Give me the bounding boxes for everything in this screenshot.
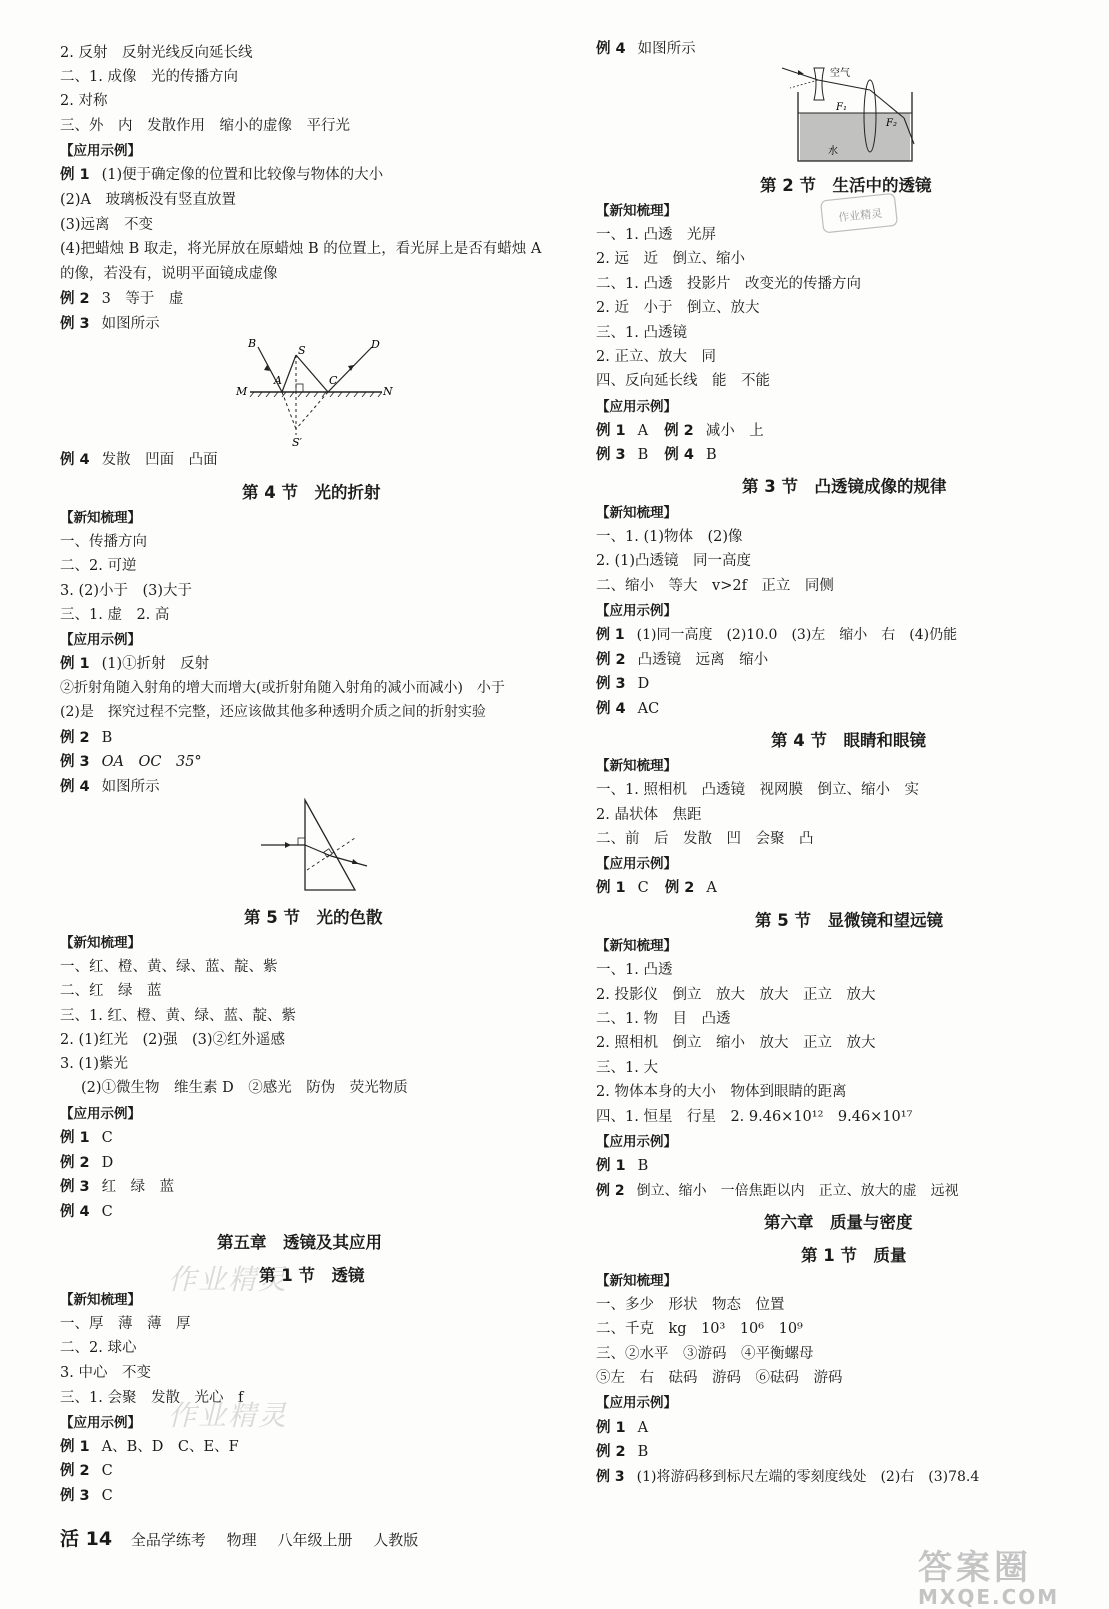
example-number: 例 1 [596,423,626,439]
watermark: 作业精灵 [168,1399,289,1432]
example-answer: (1)将游码移到标尺左端的零刻度线处 (2)右 (3)78.4 [636,1469,980,1485]
example-answer: B [705,447,717,463]
answer-line: 二、2. 球心 [60,1340,137,1356]
example-answer: A [706,880,717,896]
example-line [60,751,202,773]
example-line [596,673,649,695]
answer-line: 二、2. 可逆 [60,558,137,574]
example-number: 例 2 [664,423,694,439]
section-label: 【新知梳理】 [596,758,677,774]
lens-water-figure [778,58,918,166]
example-answer: 如图所示 [101,316,160,332]
answer-line: 三、外 内 发散作用 缩小的虚像 平行光 [60,118,350,134]
example-answer: (1)同一高度 (2)10.0 (3)左 缩小 右 (4)仍能 [636,627,958,643]
example-line [596,649,768,671]
section-label: 【应用示例】 [60,143,141,159]
example-line [596,1466,979,1488]
example-line [60,449,218,471]
answer-line: 二、红 绿 蓝 [60,983,162,999]
answer-line: ②折射角随入射角的增大而增大(或折射角随入射角的减小而减小) 小于 [60,680,505,696]
section-label: 【新知梳理】 [60,510,141,526]
section-heading: 第 4 节 光的折射 [242,483,381,502]
example-answer: B [637,1158,649,1174]
book-title: 全品学练考 [130,1531,206,1549]
example-number: 例 2 [596,1444,626,1460]
example-number: 例 3 [596,447,626,463]
example-line [596,877,717,899]
section-heading: 第 1 节 透镜 [259,1266,365,1285]
section-label: 【应用示例】 [596,603,677,619]
example-number: 例 3 [60,754,90,770]
answer-line: 二、1. 成像 光的传播方向 [60,69,238,85]
example-number: 例 3 [60,1179,90,1195]
example-answer: 减小 上 [705,423,764,439]
section-label: 【新知梳理】 [596,938,677,954]
mirror-reflection-figure [230,335,400,455]
site-logo [918,1540,1059,1609]
example-answer: A [637,1420,649,1436]
example-number: 例 2 [60,1463,90,1479]
point-label: A [274,374,282,387]
section-heading: 第 1 节 质量 [801,1246,907,1265]
example-answer: D [637,676,650,692]
example-number: 例 1 [596,880,626,896]
answer-line: 三、1. 虚 2. 高 [60,607,170,623]
logo-text: 答案圈 [918,1548,1032,1588]
section-label: 【应用示例】 [60,632,141,648]
answer-line: 3. (1)紫光 [60,1056,128,1072]
example-number: 例 4 [60,1204,90,1220]
answer-line: (2)①微生物 维生素 D ②感光 防伪 荧光物质 [81,1080,408,1096]
point-label: C [329,374,338,387]
example-line [596,1155,648,1177]
answer-line: 一、1. 照相机 凸透镜 视网膜 倒立、缩小 实 [596,782,919,798]
example-number: 例 4 [60,779,90,795]
answer-line: 2. 远 近 倒立、缩小 [596,251,745,267]
answer-line: 一、1. (1)物体 (2)像 [596,529,743,545]
answer-line: 一、1. 凸透 光屏 [596,227,716,243]
answer-line: (4)把蜡烛 B 取走，将光屏放在原蜡烛 B 的位置上，看光屏上是否有蜡烛 A [60,241,542,257]
section-label: 【应用示例】 [60,1415,141,1431]
example-line [596,1441,648,1463]
example-answer: D [101,1155,114,1171]
answer-line: 2. 照相机 倒立 缩小 放大 正立 放大 [596,1035,876,1051]
example-answer: C [101,1130,113,1146]
section-label: 【新知梳理】 [60,1292,141,1308]
answer-line: 一、1. 凸透 [596,962,673,978]
stamp-watermark [820,193,900,235]
example-number: 例 2 [60,291,90,307]
example-line [60,1176,174,1198]
answer-line: 二、缩小 等大 v>2f 正立 同侧 [596,578,834,594]
answer-line: 二、1. 物 目 凸透 [596,1011,731,1027]
section-label: 【应用示例】 [60,1106,141,1122]
section-label: 【应用示例】 [596,856,677,872]
answer-line: 2. 对称 [60,93,108,109]
example-answer: 凸透镜 远离 缩小 [637,652,769,668]
answer-line: 2. 投影仪 倒立 放大 放大 正立 放大 [596,987,876,1003]
answer-line: 3. (2)小于 (3)大于 [60,583,193,599]
answer-line: 3. 中心 不变 [60,1365,151,1381]
page-footer [60,1524,434,1551]
stamp-text: 作业精灵 [837,206,883,225]
example-number: 例 1 [60,167,90,183]
example-line [60,1201,113,1223]
answer-line: ⑤左 右 砝码 游码 ⑥砝码 游码 [596,1370,843,1386]
example-number: 例 4 [60,452,90,468]
example-number: 例 1 [60,656,90,672]
answer-line: 四、反向延长线 能 不能 [596,373,770,389]
example-answer: B [637,447,649,463]
chapter-heading: 第六章 质量与密度 [764,1213,913,1232]
example-number: 例 1 [596,1158,626,1174]
point-label: B [248,337,257,350]
answer-line: (2)A 玻璃板没有竖直放置 [60,192,237,208]
answer-line: 三、1. 大 [596,1060,658,1076]
answer-line: 四、1. 恒星 行星 2. 9.46×10¹² 9.46×10¹⁷ [596,1109,913,1125]
example-answer: OA OC 35° [101,754,202,770]
medium-label: 空气 [830,68,850,79]
book-grade: 八年级上册 [277,1531,353,1549]
section-heading: 第 5 节 光的色散 [244,908,383,927]
example-line [60,1485,113,1507]
section-label: 【新知梳理】 [60,935,141,951]
example-line [60,164,383,186]
medium-label: 水 [828,146,838,157]
answer-line: 2. 晶状体 焦距 [596,807,702,823]
example-line [60,313,160,335]
point-label: N [383,385,393,398]
example-answer: 倒立、缩小 一倍焦距以内 正立、放大的虚 远视 [636,1183,959,1199]
example-answer: 红 绿 蓝 [101,1179,175,1195]
example-number: 例 3 [596,676,626,692]
focus-label: F₂ [886,118,897,129]
logo-url: MXQE.COM [918,1585,1060,1609]
section-heading: 第 5 节 显微镜和望远镜 [755,911,943,930]
example-answer: A、B、D C、E、F [101,1439,239,1455]
answer-line: 二、前 后 发散 凹 会聚 凸 [596,831,814,847]
example-line [596,624,957,646]
example-answer: AC [637,701,660,717]
prism-refraction-figure [255,798,375,898]
answer-line: 2. (1)红光 (2)强 (3)②红外遥感 [60,1032,286,1048]
example-answer: C [101,1463,113,1479]
example-line [60,653,209,675]
answer-line: 2. 正立、放大 同 [596,349,716,365]
example-number: 例 2 [60,1155,90,1171]
book-edition: 人教版 [373,1531,419,1549]
example-line [596,1180,959,1202]
answer-line: 的像，若没有，说明平面镜成虚像 [60,266,278,282]
answer-line: (2)是 探究过程不完整，还应该做其他多种透明介质之间的折射实验 [60,704,486,720]
page-number: 活 14 [60,1528,113,1550]
example-line [60,1436,239,1458]
point-label: M [236,385,248,398]
example-number: 例 3 [60,316,90,332]
answer-line: 2. 物体本身的大小 物体到眼睛的距离 [596,1084,847,1100]
answer-line: 一、厚 薄 薄 厚 [60,1316,191,1332]
answer-line: (3)远离 不变 [60,217,154,233]
example-answer: 如图所示 [101,779,160,795]
example-number: 例 2 [664,880,695,896]
chapter-heading: 第五章 透镜及其应用 [217,1233,382,1252]
point-label: S′ [292,436,303,449]
example-number: 例 1 [596,627,625,643]
example-number: 例 4 [596,41,626,57]
example-number: 例 2 [596,652,626,668]
answer-line: 二、1. 凸透 投影片 改变光的传播方向 [596,276,861,292]
example-line [60,1460,113,1482]
section-label: 【应用示例】 [596,1134,677,1150]
example-line [596,38,696,60]
book-subject: 物理 [226,1531,257,1549]
example-line [60,776,160,798]
section-label: 【新知梳理】 [596,203,677,219]
example-number: 例 2 [60,730,90,746]
example-answer: C [101,1204,113,1220]
example-answer: 3 等于 虚 [101,291,184,307]
example-answer: (1)便于确定像的位置和比较像与物体的大小 [101,167,384,183]
example-number: 例 1 [60,1130,90,1146]
section-heading: 第 2 节 生活中的透镜 [760,176,932,195]
example-number: 例 3 [596,1469,625,1485]
example-line [60,727,112,749]
answer-line: 一、红、橙、黄、绿、蓝、靛、紫 [60,959,278,975]
example-line [596,444,717,466]
answer-line: 三、1. 会聚 发散 光心 f [60,1390,244,1406]
example-line [596,698,659,720]
answer-line: 三、1. 凸透镜 [596,325,687,341]
section-label: 【新知梳理】 [596,1273,677,1289]
example-answer: 发散 凹面 凸面 [101,452,218,468]
example-answer: A [637,423,649,439]
example-answer: C [101,1488,113,1504]
example-answer: C [637,880,649,896]
watermark: 作业精灵 [168,1263,289,1296]
example-number: 例 1 [60,1439,90,1455]
example-line [596,1417,648,1439]
example-answer: B [637,1444,649,1460]
answer-line: 一、传播方向 [60,534,147,550]
example-line [60,1152,113,1174]
answer-line: 三、②水平 ③游码 ④平衡螺母 [596,1346,814,1362]
section-label: 【应用示例】 [596,399,677,415]
section-label: 【新知梳理】 [596,505,677,521]
answer-line: 二、千克 kg 10³ 10⁶ 10⁹ [596,1321,803,1337]
section-heading: 第 3 节 凸透镜成像的规律 [742,477,947,496]
example-answer: B [101,730,113,746]
answer-line: 2. 近 小于 倒立、放大 [596,300,760,316]
example-line [60,1127,113,1149]
example-number: 例 4 [664,447,694,463]
answer-line: 2. 反射 反射光线反向延长线 [60,45,253,61]
point-label: S [298,344,306,357]
example-number: 例 2 [596,1183,625,1199]
section-label: 【应用示例】 [596,1395,677,1411]
example-number: 例 1 [596,1420,626,1436]
point-label: D [371,338,380,351]
example-number: 例 4 [596,701,626,717]
example-answer: (1)①折射 反射 [101,656,210,672]
example-number: 例 3 [60,1488,90,1504]
answer-line: 三、1. 红、橙、黄、绿、蓝、靛、紫 [60,1008,296,1024]
example-line [60,288,183,310]
answer-line: 2. (1)凸透镜 同一高度 [596,553,751,569]
focus-label: F₁ [836,102,847,113]
section-heading: 第 4 节 眼睛和眼镜 [771,731,926,750]
example-line [596,420,764,442]
example-answer: 如图所示 [637,41,696,57]
answer-line: 一、多少 形状 物态 位置 [596,1297,785,1313]
